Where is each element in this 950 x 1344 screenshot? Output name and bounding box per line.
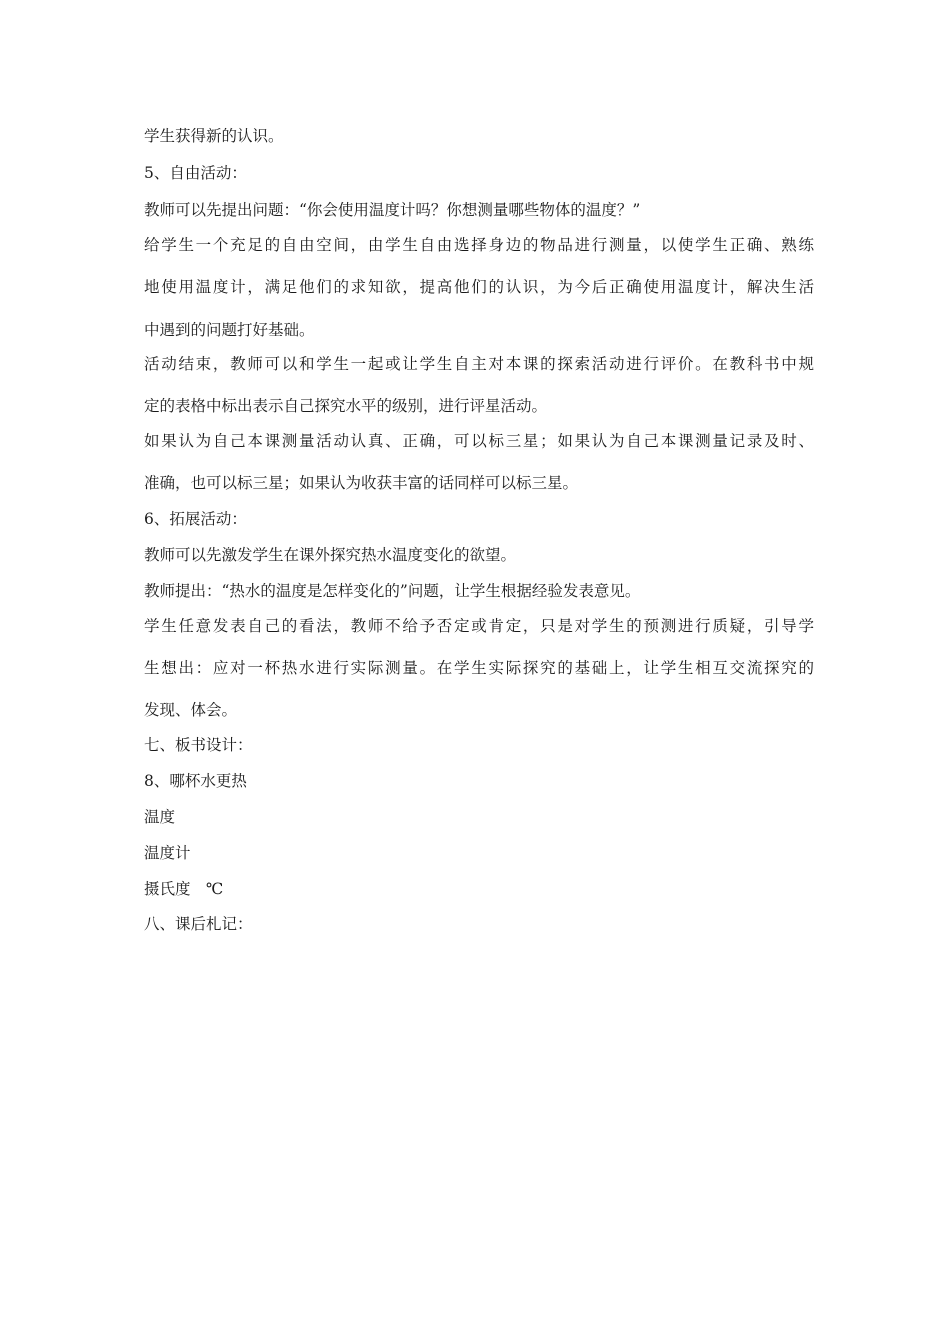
paragraph-line: 活动结束，教师可以和学生一起或让学生自主对本课的探索活动进行评价。在教科书中规 xyxy=(144,355,814,373)
section-heading: 6、拓展活动： xyxy=(144,510,247,528)
section-heading: 5、自由活动： xyxy=(144,164,247,182)
paragraph-line: 定的表格中标出表示自己探究水平的级别，进行评星活动。 xyxy=(144,397,548,415)
paragraph-line: 准确，也可以标三星；如果认为收获丰富的话同样可以标三星。 xyxy=(144,474,579,492)
paragraph-line: 发现、体会。 xyxy=(144,701,238,719)
paragraph-line: 学生获得新的认识。 xyxy=(144,127,284,145)
paragraph-line: 教师提出：“热水的温度是怎样变化的”问题，让学生根据经验发表意见。 xyxy=(144,582,641,600)
board-design-item: 摄氏度 ℃ xyxy=(144,880,224,898)
paragraph-line: 教师可以先激发学生在课外探究热水温度变化的欲望。 xyxy=(144,546,517,564)
section-heading: 八、课后札记： xyxy=(144,915,253,933)
board-design-title: 8、哪杯水更热 xyxy=(144,772,247,790)
paragraph-line: 教师可以先提出问题：“你会使用温度计吗？你想测量哪些物体的温度？” xyxy=(144,201,641,219)
board-design-item: 温度 xyxy=(144,808,176,826)
paragraph-line: 学生任意发表自己的看法，教师不给予否定或肯定，只是对学生的预测进行质疑，引导学 xyxy=(144,617,814,635)
paragraph-line: 地使用温度计，满足他们的求知欲，提高他们的认识，为今后正确使用温度计，解决生活 xyxy=(144,278,814,296)
paragraph-line: 中遇到的问题打好基础。 xyxy=(144,321,315,339)
paragraph-line: 给学生一个充足的自由空间，由学生自由选择身边的物品进行测量，以使学生正确、熟练 xyxy=(144,236,814,254)
board-design-item: 温度计 xyxy=(144,844,191,862)
paragraph-line: 生想出：应对一杯热水进行实际测量。在学生实际探究的基础上，让学生相互交流探究的 xyxy=(144,659,814,677)
section-heading: 七、板书设计： xyxy=(144,736,253,754)
paragraph-line: 如果认为自己本课测量活动认真、正确，可以标三星；如果认为自己本课测量记录及时、 xyxy=(144,432,814,450)
